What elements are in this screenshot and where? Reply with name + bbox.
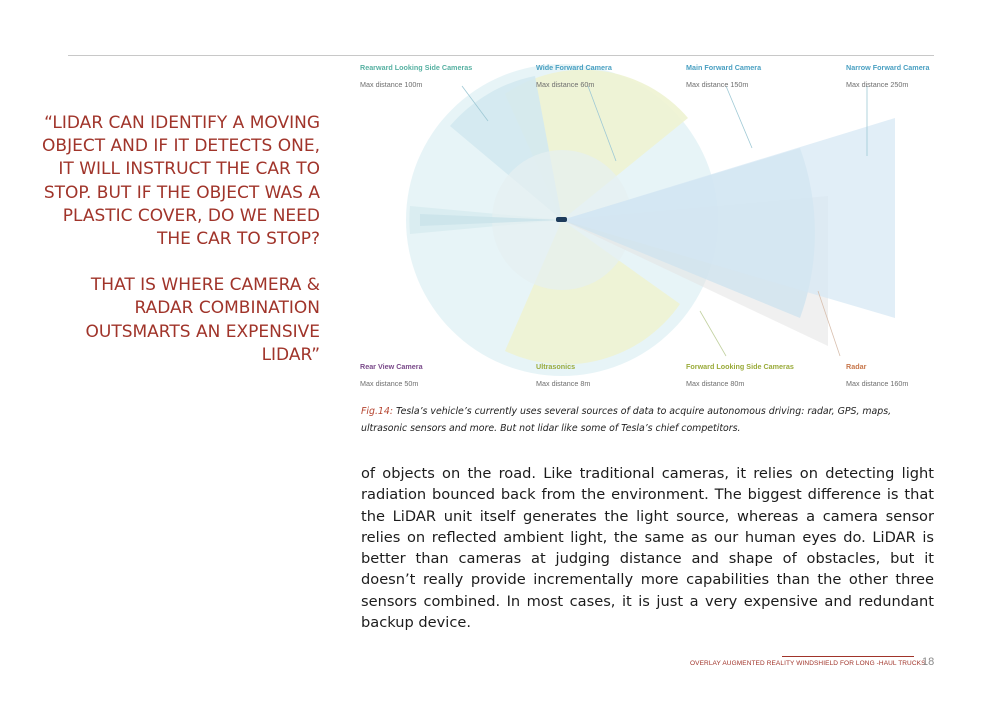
sensor-label-wide-forward xyxy=(536,63,612,89)
sensor-name: Narrow Forward Camera xyxy=(846,63,930,72)
sensor-distance: Max distance 250m xyxy=(846,80,909,89)
caption-text: Tesla’s vehicle’s currently uses several sources of data to acquire autonomous driving: radar, GPS, maps, ultrasonic sensors and more. But not lidar like some of Tesla’s chief competitors. xyxy=(361,406,892,434)
sensor-distance: Max distance 8m xyxy=(536,379,591,388)
figure-caption xyxy=(361,403,936,437)
sensor-label-narrow-forward xyxy=(846,63,929,89)
sensor-coverage-graphic xyxy=(340,56,960,401)
figure-label: Fig.14: xyxy=(361,406,394,417)
sensor-label-radar xyxy=(846,362,908,388)
footer-title: OVERLAY AUGMENTED REALITY WINDSHIELD FOR LONG -HAUL TRUCKS xyxy=(690,660,926,667)
sensor-name: Wide Forward Camera xyxy=(536,63,612,72)
sensor-name: Radar xyxy=(846,362,867,371)
car-icon xyxy=(556,217,567,222)
sensor-distance: Max distance 50m xyxy=(360,379,419,388)
leader-forward-side xyxy=(700,311,726,356)
pull-quote-paragraph-2: THAT IS WHERE CAMERA & RADAR COMBINATION OUTSMARTS AN EXPENSIVE LIDAR” xyxy=(85,275,320,365)
sensor-label-ultrasonics xyxy=(536,362,590,388)
leader-main-forward xyxy=(726,86,752,148)
sensor-distance: Max distance 150m xyxy=(686,80,749,89)
sensor-distance: Max distance 160m xyxy=(846,379,909,388)
sensor-label-forward-side xyxy=(686,362,794,388)
sensor-label-rearward-side xyxy=(360,63,472,89)
sensor-distance: Max distance 80m xyxy=(686,379,745,388)
sensor-name: Forward Looking Side Cameras xyxy=(686,362,794,371)
sensor-distance: Max distance 100m xyxy=(360,80,423,89)
sensor-label-main-forward xyxy=(686,63,761,89)
sensor-name: Ultrasonics xyxy=(536,362,576,371)
sensor-name: Rear View Camera xyxy=(360,362,423,371)
sensor-coverage-diagram xyxy=(340,56,960,401)
sensor-name: Rearward Looking Side Cameras xyxy=(360,63,473,72)
pull-quote-paragraph-1: “LIDAR CAN IDENTIFY A MOVING OBJECT AND IF IT DETECTS ONE, IT WILL INSTRUCT THE CAR TO STOP. BUT IF THE OBJECT WAS A PLASTIC COVER, DO WE NEED THE CAR TO STOP? xyxy=(42,113,320,250)
footer-rule xyxy=(782,656,914,657)
pull-quote xyxy=(40,112,320,367)
body-paragraph: of objects on the road. Like traditional cameras, it relies on detecting light radiation bounced back from the environment. The biggest difference is that the LiDAR unit itself generates the light source, whereas a camera sensor relies on reflected ambient light, the same as our human eyes do. LiDAR is better than cameras at judging distance and shape of obstacles, but it doesn’t really provide incrementally more capabilities than the other three sensors combined. In most cases, it is just a very expensive and redundant backup device. xyxy=(361,465,934,632)
sensor-name: Main Forward Camera xyxy=(686,63,762,72)
page-number: 18 xyxy=(922,656,935,668)
sensor-distance: Max distance 60m xyxy=(536,80,595,89)
sensor-label-rear-view xyxy=(360,362,423,388)
